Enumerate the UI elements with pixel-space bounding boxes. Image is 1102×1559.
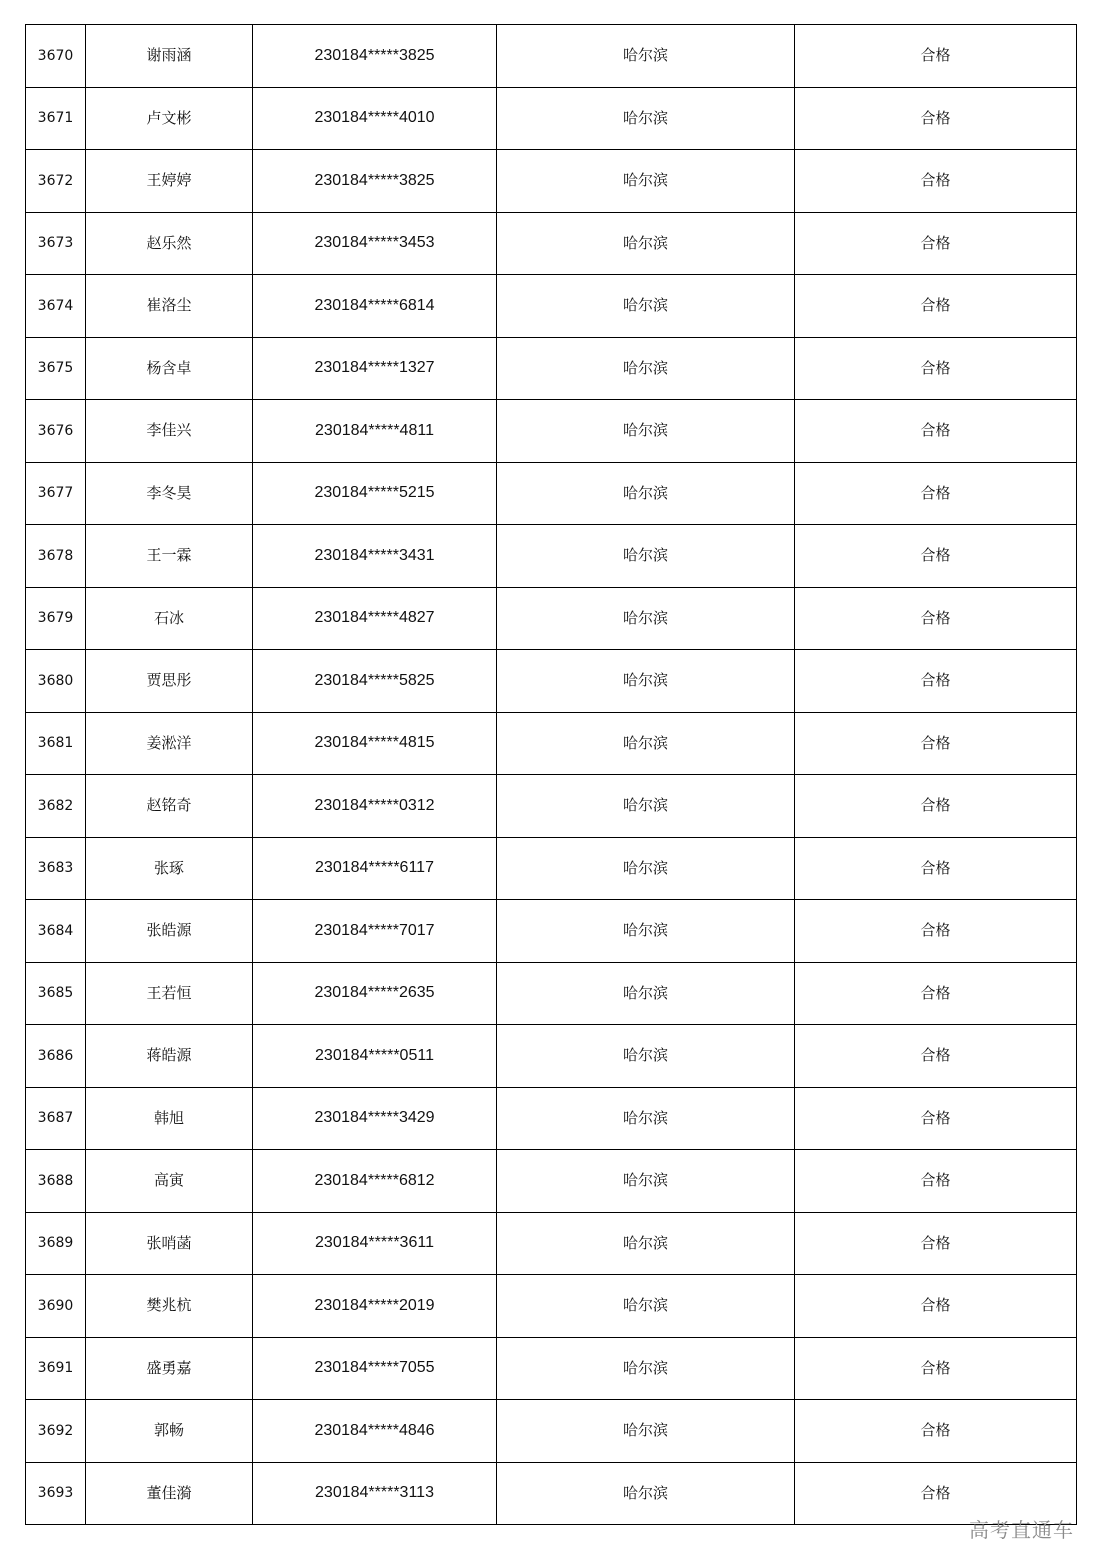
status-cell: 合格: [795, 1212, 1077, 1275]
serial-number-cell: 3682: [26, 775, 86, 838]
name-cell: 王若恒: [86, 962, 253, 1025]
serial-number-cell: 3686: [26, 1025, 86, 1088]
table-row: [26, 400, 1077, 463]
table-row: [26, 900, 1077, 963]
table-row: [26, 962, 1077, 1025]
status-cell: 合格: [795, 1462, 1077, 1525]
id-number-cell: 230184*****4827: [253, 587, 497, 650]
serial-number-cell: 3671: [26, 87, 86, 150]
status-cell: 合格: [795, 587, 1077, 650]
city-cell: 哈尔滨: [497, 650, 795, 713]
status-cell: 合格: [795, 1025, 1077, 1088]
results-table-body: [26, 25, 1077, 1525]
serial-number-cell: 3672: [26, 150, 86, 213]
status-cell: 合格: [795, 1400, 1077, 1463]
id-number-cell: 230184*****4815: [253, 712, 497, 775]
name-cell: 赵乐然: [86, 212, 253, 275]
city-cell: 哈尔滨: [497, 1150, 795, 1213]
serial-number-cell: 3670: [26, 25, 86, 88]
id-number-cell: 230184*****6814: [253, 275, 497, 338]
status-cell: 合格: [795, 900, 1077, 963]
city-cell: 哈尔滨: [497, 212, 795, 275]
city-cell: 哈尔滨: [497, 1462, 795, 1525]
table-row: [26, 775, 1077, 838]
city-cell: 哈尔滨: [497, 775, 795, 838]
city-cell: 哈尔滨: [497, 337, 795, 400]
name-cell: 赵铭奇: [86, 775, 253, 838]
city-cell: 哈尔滨: [497, 1275, 795, 1338]
serial-number-cell: 3691: [26, 1337, 86, 1400]
city-cell: 哈尔滨: [497, 150, 795, 213]
status-cell: 合格: [795, 212, 1077, 275]
name-cell: 张哨菡: [86, 1212, 253, 1275]
status-cell: 合格: [795, 712, 1077, 775]
table-row: [26, 650, 1077, 713]
table-row: [26, 1087, 1077, 1150]
name-cell: 王婷婷: [86, 150, 253, 213]
status-cell: 合格: [795, 650, 1077, 713]
serial-number-cell: 3673: [26, 212, 86, 275]
status-cell: 合格: [795, 525, 1077, 588]
id-number-cell: 230184*****2635: [253, 962, 497, 1025]
id-number-cell: 230184*****5825: [253, 650, 497, 713]
city-cell: 哈尔滨: [497, 400, 795, 463]
city-cell: 哈尔滨: [497, 962, 795, 1025]
status-cell: 合格: [795, 25, 1077, 88]
id-number-cell: 230184*****3825: [253, 25, 497, 88]
city-cell: 哈尔滨: [497, 25, 795, 88]
name-cell: 卢文彬: [86, 87, 253, 150]
watermark: 高考直通车: [969, 1518, 1074, 1542]
serial-number-cell: 3685: [26, 962, 86, 1025]
name-cell: 谢雨涵: [86, 25, 253, 88]
table-row: [26, 1150, 1077, 1213]
name-cell: 高寅: [86, 1150, 253, 1213]
table-row: [26, 337, 1077, 400]
serial-number-cell: 3681: [26, 712, 86, 775]
table-row: [26, 1275, 1077, 1338]
id-number-cell: 230184*****3113: [253, 1462, 497, 1525]
city-cell: 哈尔滨: [497, 837, 795, 900]
serial-number-cell: 3683: [26, 837, 86, 900]
name-cell: 董佳漪: [86, 1462, 253, 1525]
table-row: [26, 1025, 1077, 1088]
name-cell: 张皓源: [86, 900, 253, 963]
city-cell: 哈尔滨: [497, 275, 795, 338]
id-number-cell: 230184*****3453: [253, 212, 497, 275]
status-cell: 合格: [795, 337, 1077, 400]
name-cell: 姜淞洋: [86, 712, 253, 775]
id-number-cell: 230184*****7017: [253, 900, 497, 963]
id-number-cell: 230184*****0312: [253, 775, 497, 838]
id-number-cell: 230184*****5215: [253, 462, 497, 525]
serial-number-cell: 3687: [26, 1087, 86, 1150]
table-row: [26, 275, 1077, 338]
id-number-cell: 230184*****6812: [253, 1150, 497, 1213]
status-cell: 合格: [795, 775, 1077, 838]
city-cell: 哈尔滨: [497, 1025, 795, 1088]
name-cell: 张琢: [86, 837, 253, 900]
status-cell: 合格: [795, 1150, 1077, 1213]
serial-number-cell: 3675: [26, 337, 86, 400]
serial-number-cell: 3692: [26, 1400, 86, 1463]
name-cell: 郭畅: [86, 1400, 253, 1463]
name-cell: 蒋皓源: [86, 1025, 253, 1088]
id-number-cell: 230184*****3431: [253, 525, 497, 588]
id-number-cell: 230184*****1327: [253, 337, 497, 400]
table-row: [26, 462, 1077, 525]
table-row: [26, 1212, 1077, 1275]
serial-number-cell: 3684: [26, 900, 86, 963]
table-row: [26, 87, 1077, 150]
id-number-cell: 230184*****4846: [253, 1400, 497, 1463]
name-cell: 杨含卓: [86, 337, 253, 400]
city-cell: 哈尔滨: [497, 1400, 795, 1463]
table-row: [26, 1462, 1077, 1525]
name-cell: 李佳兴: [86, 400, 253, 463]
table-row: [26, 1400, 1077, 1463]
table-row: [26, 525, 1077, 588]
city-cell: 哈尔滨: [497, 587, 795, 650]
table-row: [26, 712, 1077, 775]
table-row: [26, 25, 1077, 88]
serial-number-cell: 3689: [26, 1212, 86, 1275]
name-cell: 石冰: [86, 587, 253, 650]
name-cell: 樊兆杭: [86, 1275, 253, 1338]
id-number-cell: 230184*****4010: [253, 87, 497, 150]
name-cell: 贾思彤: [86, 650, 253, 713]
id-number-cell: 230184*****3429: [253, 1087, 497, 1150]
serial-number-cell: 3688: [26, 1150, 86, 1213]
city-cell: 哈尔滨: [497, 712, 795, 775]
status-cell: 合格: [795, 1275, 1077, 1338]
table-row: [26, 587, 1077, 650]
name-cell: 崔洛尘: [86, 275, 253, 338]
status-cell: 合格: [795, 400, 1077, 463]
serial-number-cell: 3679: [26, 587, 86, 650]
status-cell: 合格: [795, 1337, 1077, 1400]
city-cell: 哈尔滨: [497, 462, 795, 525]
city-cell: 哈尔滨: [497, 525, 795, 588]
table-row: [26, 150, 1077, 213]
city-cell: 哈尔滨: [497, 87, 795, 150]
name-cell: 王一霖: [86, 525, 253, 588]
table-row: [26, 1337, 1077, 1400]
results-table: [25, 24, 1077, 1525]
id-number-cell: 230184*****2019: [253, 1275, 497, 1338]
city-cell: 哈尔滨: [497, 1337, 795, 1400]
id-number-cell: 230184*****3825: [253, 150, 497, 213]
status-cell: 合格: [795, 837, 1077, 900]
serial-number-cell: 3676: [26, 400, 86, 463]
city-cell: 哈尔滨: [497, 1212, 795, 1275]
table-row: [26, 837, 1077, 900]
status-cell: 合格: [795, 1087, 1077, 1150]
status-cell: 合格: [795, 87, 1077, 150]
name-cell: 盛勇嘉: [86, 1337, 253, 1400]
id-number-cell: 230184*****6117: [253, 837, 497, 900]
serial-number-cell: 3680: [26, 650, 86, 713]
city-cell: 哈尔滨: [497, 1087, 795, 1150]
status-cell: 合格: [795, 462, 1077, 525]
status-cell: 合格: [795, 275, 1077, 338]
id-number-cell: 230184*****3611: [253, 1212, 497, 1275]
name-cell: 李冬昊: [86, 462, 253, 525]
status-cell: 合格: [795, 962, 1077, 1025]
serial-number-cell: 3678: [26, 525, 86, 588]
serial-number-cell: 3693: [26, 1462, 86, 1525]
serial-number-cell: 3674: [26, 275, 86, 338]
city-cell: 哈尔滨: [497, 900, 795, 963]
serial-number-cell: 3677: [26, 462, 86, 525]
status-cell: 合格: [795, 150, 1077, 213]
name-cell: 韩旭: [86, 1087, 253, 1150]
id-number-cell: 230184*****4811: [253, 400, 497, 463]
serial-number-cell: 3690: [26, 1275, 86, 1338]
id-number-cell: 230184*****7055: [253, 1337, 497, 1400]
table-row: [26, 212, 1077, 275]
id-number-cell: 230184*****0511: [253, 1025, 497, 1088]
